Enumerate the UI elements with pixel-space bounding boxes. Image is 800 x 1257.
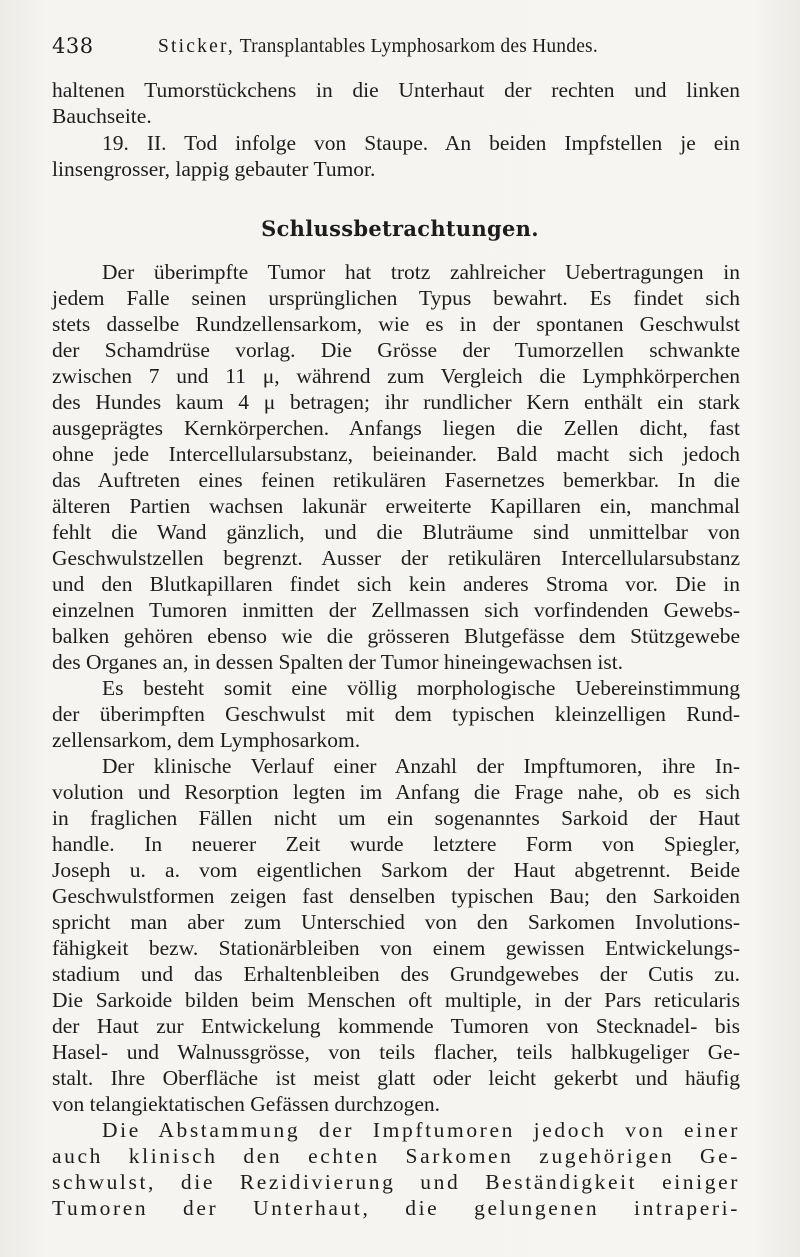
text-line: jedem Falle seinen ursprünglichen Typus bewahrt. Es findet sich xyxy=(52,286,740,310)
text-line: stets dasselbe Rundzellensarkom, wie es in der spontanen Geschwulst xyxy=(52,312,740,336)
text-line: handle. In neuerer Zeit wurde letztere Form von Spiegler, xyxy=(52,832,740,856)
text-line: linsengrosser, lappig gebauter Tumor. xyxy=(52,157,376,181)
text-line: Bauchseite. xyxy=(52,104,152,128)
page-number: 438 xyxy=(52,34,94,58)
text-line: des Hundes kaum 4 μ betragen; ihr rundlicher Kern enthält ein stark xyxy=(52,390,740,414)
text-line: zellensarkom, dem Lymphosarkom. xyxy=(52,728,361,752)
text-line: Der klinische Verlauf einer Anzahl der Impftumoren, ihre In- xyxy=(102,754,740,778)
text-line: volution und Resorption legten im Anfang die Frage nahe, ob es sich xyxy=(52,780,740,804)
page-header xyxy=(52,34,752,62)
text-line: fehlt die Wand gänzlich, und die Bluträume sind unmittelbar von xyxy=(52,520,740,544)
text-line: balken gehören ebenso wie die grösseren Blutgefässe dem Stützgewebe xyxy=(52,624,740,648)
text-line: schwulst, die Rezidivierung und Beständigkeit einiger xyxy=(52,1170,740,1194)
text-line: Der überimpfte Tumor hat trotz zahlreicher Uebertragungen in xyxy=(102,260,740,284)
text-line: Die Abstammung der Impftumoren jedoch von einer xyxy=(102,1118,740,1142)
text-line: 19. II. Tod infolge von Staupe. An beiden Impfstellen je ein xyxy=(102,131,740,155)
text-line: fähigkeit bezw. Stationärbleiben von einem gewissen Entwickelungs- xyxy=(52,936,740,960)
text-line: in fraglichen Fällen nicht um ein sogenanntes Sarkoid der Haut xyxy=(52,806,740,830)
text-line: stadium und das Erhaltenbleiben des Grundgewebes der Cutis zu. xyxy=(52,962,740,986)
text-line: Die Sarkoide bilden beim Menschen oft multiple, in der Pars reticularis xyxy=(52,988,740,1012)
text-line: stalt. Ihre Oberfläche ist meist glatt oder leicht gekerbt und häufig xyxy=(52,1066,740,1090)
text-line: und den Blutkapillaren findet sich kein anderes Stroma vor. Die in xyxy=(52,572,740,596)
running-head-author: Sticker, xyxy=(158,36,235,57)
text-line: einzelnen Tumoren inmitten der Zellmassen sich vorfindenden Gewebs- xyxy=(52,598,740,622)
text-line: von telangiektatischen Gefässen durchzogen. xyxy=(52,1092,441,1116)
text-line: auch klinisch den echten Sarkomen zugehörigen Ge- xyxy=(52,1144,740,1168)
text-line: Es besteht somit eine völlig morphologische Uebereinstimmung xyxy=(102,676,740,700)
text-line: spricht man aber zum Unterschied von den Sarkomen Involutions- xyxy=(52,910,740,934)
text-line: das Auftreten eines feinen retikulären Fasernetzes bemerkbar. In die xyxy=(52,468,740,492)
text-line: Geschwulstformen zeigen fast denselben typischen Bau; den Sarkoiden xyxy=(52,884,740,908)
text-line: älteren Partien wachsen lakunär erweiterte Kapillaren ein, manchmal xyxy=(52,494,740,518)
section-heading: Schlussbetrachtungen. xyxy=(261,216,539,241)
text-line: Hasel- und Walnussgrösse, von teils flacher, teils halbkugeliger Ge- xyxy=(52,1040,740,1064)
text-line: des Organes an, in dessen Spalten der Tumor hineingewachsen ist. xyxy=(52,650,624,674)
text-line: der Schamdrüse vorlag. Die Grösse der Tumorzellen schwankte xyxy=(52,338,740,362)
text-line: ausgeprägtes Kernkörperchen. Anfangs liegen die Zellen dicht, fast xyxy=(52,416,740,440)
running-head xyxy=(158,36,598,58)
running-head-title: Transplantables Lymphosarkom des Hundes. xyxy=(239,36,598,57)
text-line: der Haut zur Entwickelung kommende Tumoren von Stecknadel- bis xyxy=(52,1014,740,1038)
text-line: der überimpften Geschwulst mit dem typischen kleinzelligen Rund- xyxy=(52,702,740,726)
text-line: Geschwulstzellen begrenzt. Ausser der retikulären Intercellularsubstanz xyxy=(52,546,740,570)
text-line: Tumoren der Unterhaut, die gelungenen intraperi- xyxy=(52,1196,740,1220)
text-line: zwischen 7 und 11 μ, während zum Vergleich die Lymphkörperchen xyxy=(52,364,740,388)
text-line: ohne jede Intercellularsubstanz, beieinander. Bald macht sich jedoch xyxy=(52,442,740,466)
text-line: Joseph u. a. vom eigentlichen Sarkom der Haut abgetrennt. Beide xyxy=(52,858,740,882)
text-line: haltenen Tumorstückchens in die Unterhaut der rechten und linken xyxy=(52,78,740,102)
